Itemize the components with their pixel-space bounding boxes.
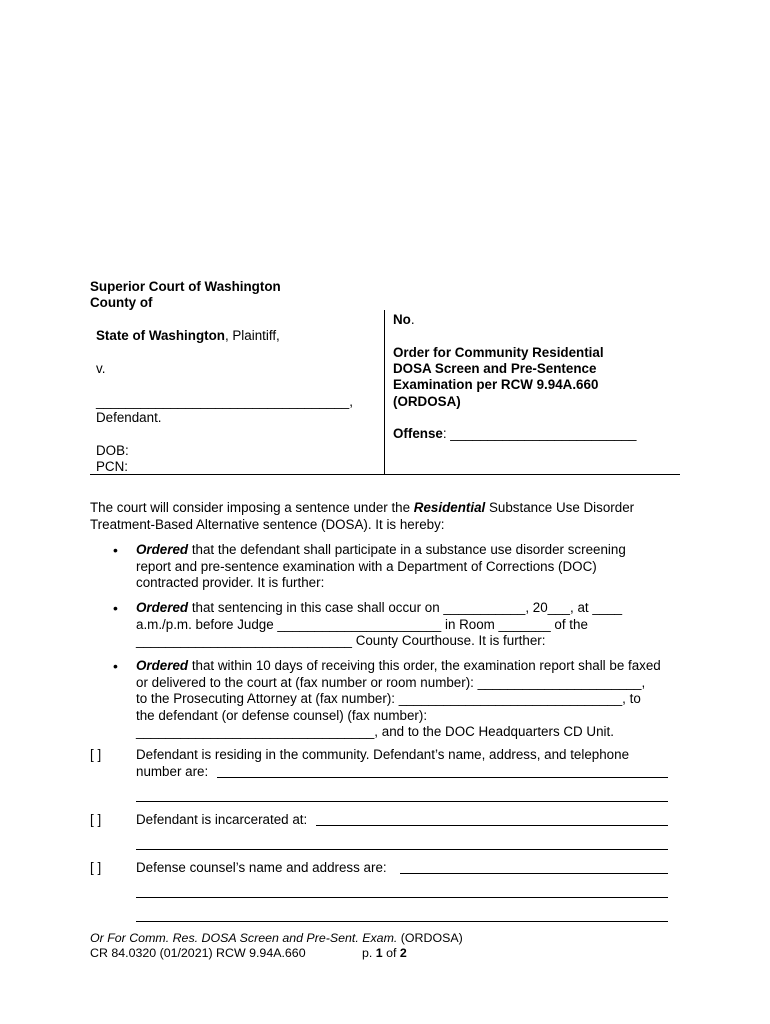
counsel-statement: Defense counsel’s name and address are: xyxy=(136,860,387,875)
county-label: County of xyxy=(90,295,153,310)
counsel-info-line-3[interactable] xyxy=(136,921,668,922)
incarcerated-statement: Defendant is incarcerated at: xyxy=(136,812,308,827)
document-title-line3: Examination per RCW 9.94A.660 xyxy=(393,377,599,392)
intro-line1: The court will consider imposing a sentence under the Residential Substance Use Disorder xyxy=(90,500,635,515)
bullet-icon: • xyxy=(113,542,118,558)
page-number: p. 1 of 2 xyxy=(362,946,407,960)
bullet-icon: • xyxy=(113,658,118,674)
residing-statement: Defendant is residing in the community. Defendant’s name, address, and telephone number are: xyxy=(136,747,630,779)
footer-title: Or For Comm. Res. DOSA Screen and Pre-Sent. Exam. (ORDOSA) xyxy=(90,931,463,945)
incarcerated-checkbox[interactable]: [ ] xyxy=(90,812,102,827)
intro-line2: Treatment-Based Alternative sentence (DOSA). It is hereby: xyxy=(90,517,445,532)
case-number-label: No. xyxy=(393,312,415,327)
residing-info-line-2[interactable] xyxy=(136,801,668,802)
caption-bottom-rule xyxy=(90,474,680,475)
counsel-info-line-2[interactable] xyxy=(136,897,668,898)
residing-info-line[interactable] xyxy=(217,777,668,778)
dob-label: DOB: xyxy=(96,443,129,458)
residing-checkbox[interactable]: [ ] xyxy=(90,747,102,762)
incarcerated-location-line-2[interactable] xyxy=(136,849,668,850)
footer-form-id: CR 84.0320 (01/2021) RCW 9.94A.660 xyxy=(90,946,306,960)
bullet-icon: • xyxy=(113,600,118,616)
order-1: Ordered that the defendant shall participate in a substance use disorder screening report and pre-sentence examination with a Department of Corrections (DOC) contracted provider. It is further: xyxy=(136,542,626,590)
defendant-name-field[interactable]: __________________________________, xyxy=(96,394,353,409)
offense-field[interactable]: Offense: _________________________ xyxy=(393,426,637,441)
court-name: Superior Court of Washington xyxy=(90,279,281,294)
versus-label: v. xyxy=(96,361,106,376)
document-title-line2: DOSA Screen and Pre-Sentence xyxy=(393,361,597,376)
defendant-label: Defendant. xyxy=(96,410,162,425)
order-2: Ordered that sentencing in this case shall occur on ___________, 20___, at ____ a.m./p.m. before Judge ______________________ in Room _______ of the _____________________________ County Courthouse. It is further: xyxy=(136,600,623,648)
pcn-label: PCN: xyxy=(96,459,128,474)
counsel-info-line[interactable] xyxy=(400,873,668,874)
counsel-checkbox[interactable]: [ ] xyxy=(90,860,102,875)
document-title-line4: (ORDOSA) xyxy=(393,394,461,409)
document-title-line1: Order for Community Residential xyxy=(393,345,604,360)
incarcerated-location-line[interactable] xyxy=(316,825,668,826)
caption-divider xyxy=(384,310,385,474)
order-3: Ordered that within 10 days of receiving this order, the examination report shall be faxed or delivered to the court at (fax number or room number): ______________________, to the Prosecuting Attorney at (fax number): ______________________________, to the defendant (or defense counsel) (fax number): ________________________________, and to the DOC Headquarters CD Unit. xyxy=(136,658,661,739)
plaintiff-line: State of Washington, Plaintiff, xyxy=(96,328,280,343)
